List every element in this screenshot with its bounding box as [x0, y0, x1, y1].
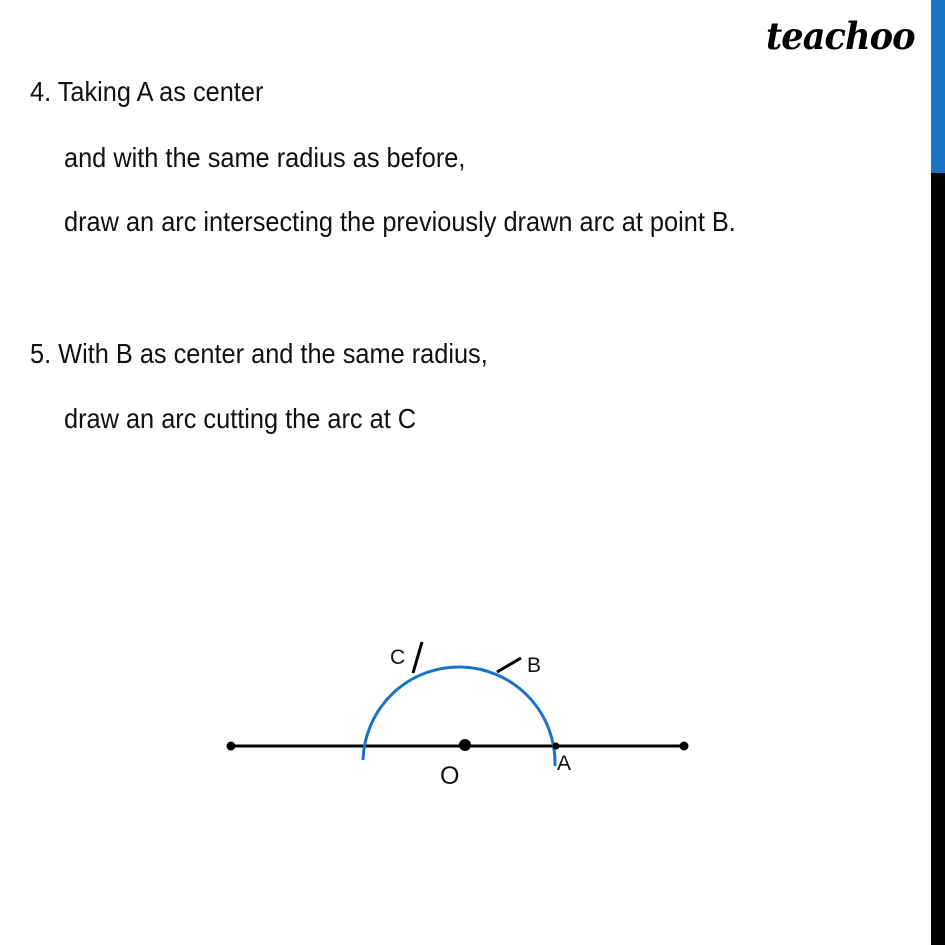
- point-o: [459, 739, 471, 751]
- arc-mark-b: [497, 658, 521, 672]
- arc-mark-c: [413, 642, 422, 673]
- semicircle-arc: [363, 667, 555, 766]
- label-a: A: [557, 752, 572, 775]
- step-4-line-3: draw an arc intersecting the previously drawn arc at point B.: [64, 206, 736, 237]
- label-c: C: [390, 646, 406, 669]
- step-4-line-2: and with the same radius as before,: [64, 142, 466, 173]
- step-4-line-1: 4. Taking A as center: [30, 76, 264, 107]
- label-o: O: [440, 762, 460, 790]
- label-b: B: [527, 654, 542, 677]
- step-5-line-2: draw an arc cutting the arc at C: [64, 403, 417, 434]
- point-a: [553, 743, 560, 750]
- step-5-line-1: 5. With B as center and the same radius,: [30, 338, 488, 369]
- line-endpoint-right: [680, 742, 689, 751]
- teachoo-logo: teachoo: [766, 14, 915, 58]
- line-endpoint-left: [227, 742, 236, 751]
